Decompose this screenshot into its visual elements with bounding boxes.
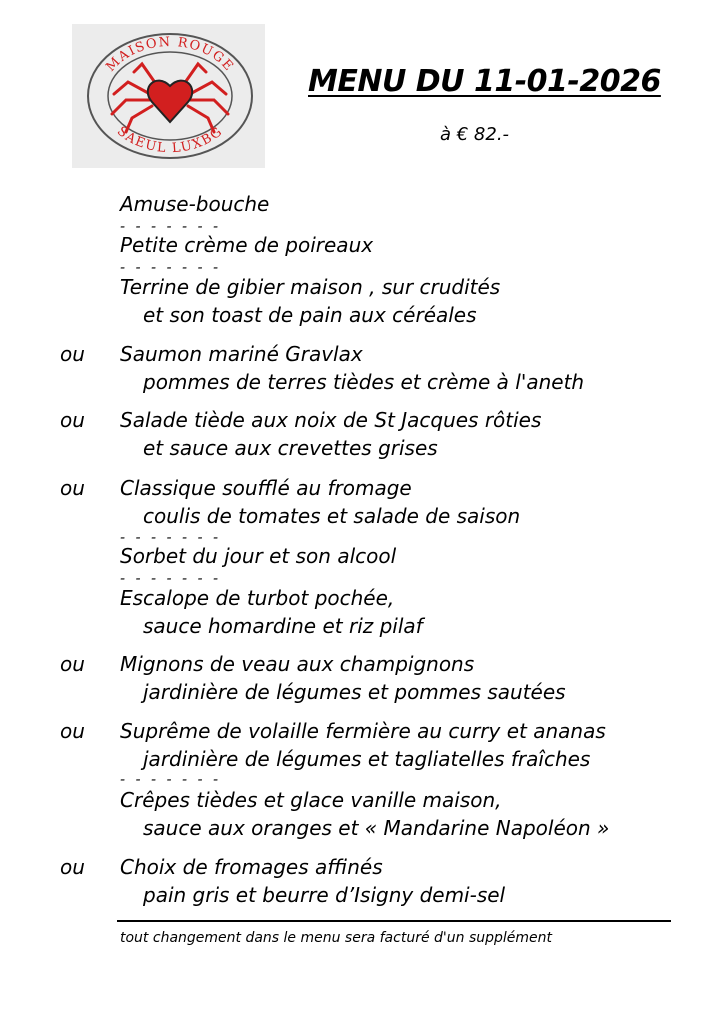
separator: - - - - - - - <box>120 571 222 587</box>
footer-note: tout changement dans le menu sera facturé d'un supplément <box>120 930 553 946</box>
starter-1-title: Terrine de gibier maison , sur crudités <box>120 275 501 299</box>
separator: - - - - - - - <box>120 530 222 546</box>
dessert-2-title: Choix de fromages affinés <box>120 855 383 879</box>
dessert-1-detail: sauce aux oranges et « Mandarine Napoléon » <box>143 816 610 840</box>
main-2-detail: jardinière de légumes et pommes sautées <box>143 680 566 704</box>
starter-2-detail: pommes de terres tièdes et crème à l'aneth <box>143 370 585 394</box>
course-sorbet: Sorbet du jour et son alcool <box>120 544 397 568</box>
or-connector: ou <box>60 408 85 432</box>
starter-3-detail: et sauce aux crevettes grises <box>143 436 438 460</box>
menu-price: à € 82.- <box>440 124 510 145</box>
separator: - - - - - - - <box>120 772 222 788</box>
main-1-title: Escalope de turbot pochée, <box>120 586 395 610</box>
svg-text:MAISON ROUGE <box>103 35 236 75</box>
or-connector: ou <box>60 342 85 366</box>
dessert-1-title: Crêpes tièdes et glace vanille maison, <box>120 788 502 812</box>
main-2-title: Mignons de veau aux champignons <box>120 652 475 676</box>
or-connector: ou <box>60 476 85 500</box>
starter-1-detail: et son toast de pain aux céréales <box>143 303 477 327</box>
main-1-detail: sauce homardine et riz pilaf <box>143 614 423 638</box>
starter-2-title: Saumon mariné Gravlax <box>120 342 363 366</box>
or-connector: ou <box>60 855 85 879</box>
course-amuse: Amuse-bouche <box>120 192 270 216</box>
logo-text-bottom: SAEUL LUXBG <box>113 123 227 157</box>
starter-4-detail: coulis de tomates et salade de saison <box>143 504 521 528</box>
dessert-2-detail: pain gris et beurre d’Isigny demi-sel <box>143 883 506 907</box>
footer-divider <box>117 920 671 922</box>
separator: - - - - - - - <box>120 219 222 235</box>
starter-4-title: Classique soufflé au fromage <box>120 476 412 500</box>
starter-3-title: Salade tiède aux noix de St Jacques rôties <box>120 408 542 432</box>
course-soup: Petite crème de poireaux <box>120 233 374 257</box>
main-3-title: Suprême de volaille fermière au curry et ananas <box>120 719 606 743</box>
restaurant-logo <box>72 24 265 168</box>
main-3-detail: jardinière de légumes et tagliatelles fraîches <box>143 747 591 771</box>
separator: - - - - - - - <box>120 260 222 276</box>
logo-text-top: MAISON ROUGE <box>103 34 237 75</box>
menu-title: MENU DU 11-01-2026 <box>308 64 661 99</box>
or-connector: ou <box>60 719 85 743</box>
or-connector: ou <box>60 652 85 676</box>
